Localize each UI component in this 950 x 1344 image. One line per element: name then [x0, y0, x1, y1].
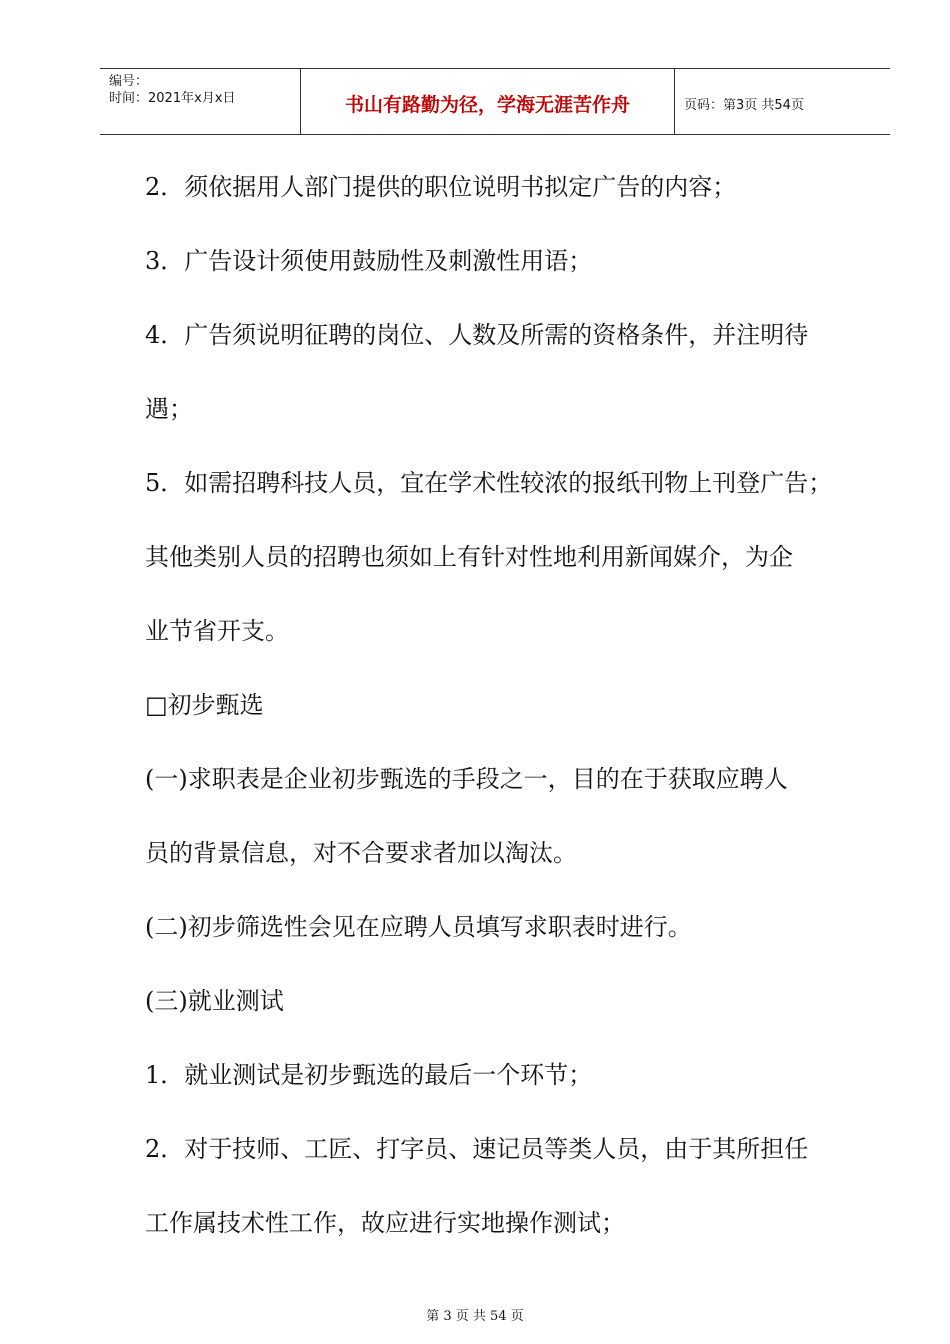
body-line: 工作属技术性工作，故应进行实地操作测试；	[145, 1209, 625, 1237]
page-footer: 第 3 页 共 54 页	[426, 1309, 524, 1324]
body-line: 2．对于技师、工匠、打字员、速记员等类人员，由于其所担任	[145, 1135, 809, 1163]
body-line: 其他类别人员的招聘也须如上有针对性地利用新闻媒介，为企	[145, 543, 793, 571]
header-motto: 书山有路勤为径，学海无涯苦作舟	[301, 69, 675, 134]
body-line: (一)求职表是企业初步甄选的手段之一，目的在于获取应聘人	[145, 765, 788, 793]
document-body	[145, 150, 865, 1260]
header-page-code: 页码：第3页 共54页	[684, 98, 804, 113]
subsection-heading: (三)就业测试	[145, 987, 284, 1015]
body-line: 业节省开支。	[145, 617, 289, 645]
body-line: 3．广告设计须使用鼓励性及刺激性用语；	[145, 247, 593, 275]
body-line: 1．就业测试是初步甄选的最后一个环节；	[145, 1061, 593, 1089]
header-meta	[100, 69, 301, 134]
body-line: 5．如需招聘科技人员，宜在学术性较浓的报纸刊物上刊登广告；	[145, 469, 833, 497]
serial-label: 编号：	[109, 74, 149, 89]
date-text: 时间：2021年x月x日	[109, 91, 236, 106]
page-header	[100, 68, 890, 135]
body-line: 遇；	[145, 395, 193, 423]
body-line: 员的背景信息，对不合要求者加以淘汰。	[145, 839, 577, 867]
body-line: 4．广告须说明征聘的岗位、人数及所需的资格条件，并注明待	[145, 321, 809, 349]
body-line: 2．须依据用人部门提供的职位说明书拟定广告的内容；	[145, 173, 737, 201]
section-heading: □初步甄选	[145, 691, 264, 719]
body-line: (二)初步筛选性会见在应聘人员填写求职表时进行。	[145, 913, 692, 941]
